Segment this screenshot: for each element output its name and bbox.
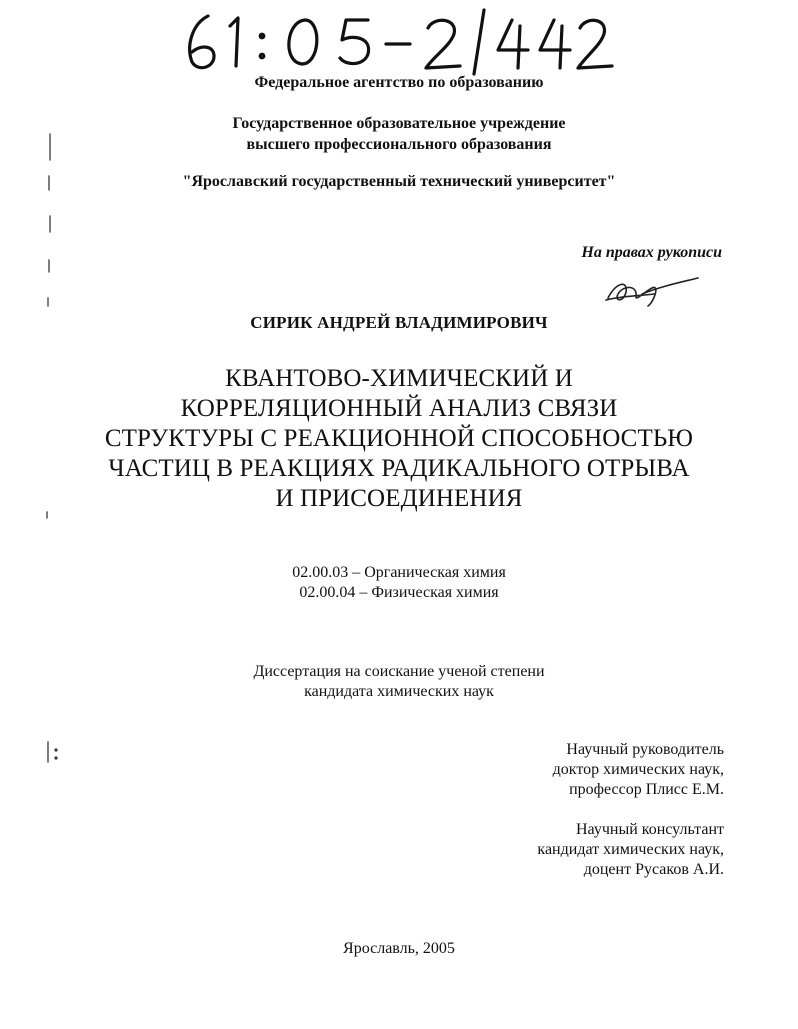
supervisor-block [553,740,724,800]
specialty-2: 02.00.04 – Физическая химия [299,584,499,601]
specialties-block [0,563,798,603]
institution-block [0,113,798,155]
consultant-block [537,820,724,880]
institution-line-2: высшего профессионального образования [246,136,552,153]
supervisor-role: Научный руководитель [566,741,724,758]
dissertation-degree-block [0,662,798,702]
consultant-degree: кандидат химических наук, [537,841,724,858]
rights-label: На правах рукописи [581,244,722,261]
university-name: "Ярославский государственный технический университет" [182,173,616,190]
author-name: СИРИК АНДРЕЙ ВЛАДИМИРОВИЧ [250,313,548,332]
supervisor-degree: доктор химических наук, [552,761,724,778]
title-line-2: КОРРЕЛЯЦИОННЫЙ АНАЛИЗ СВЯЗИ [180,395,618,422]
scan-marks-drawing [40,120,64,780]
title-line-3: СТРУКТУРЫ С РЕАКЦИОННОЙ СПОСОБНОСТЬЮ [104,425,694,452]
handwritten-archive-number [178,6,618,76]
city-year: Ярославль, 2005 [343,940,455,957]
supervisor-name: профессор Плисс Е.М. [569,781,724,798]
signature-drawing [602,272,702,308]
institution-line-1: Государственное образовательное учреждение [232,115,566,132]
handwritten-number-drawing [178,6,618,76]
specialty-1: 02.00.03 – Органическая химия [292,564,506,581]
dissertation-line-1: Диссертация на соискание ученой степени [253,663,545,680]
consultant-name: доцент Русаков А.И. [583,861,724,878]
scan-margin-marks [40,120,64,780]
consultant-role: Научный консультант [576,821,724,838]
agency-name: Федеральное агентство по образованию [254,74,544,91]
dissertation-line-2: кандидата химических наук [304,683,494,700]
dissertation-title [0,364,798,514]
title-line-4: ЧАСТИЦ В РЕАКЦИЯХ РАДИКАЛЬНОГО ОТРЫВА [108,455,690,482]
signature-mark [602,272,702,308]
title-line-5: И ПРИСОЕДИНЕНИЯ [275,485,523,512]
title-line-1: КВАНТОВО-ХИМИЧЕСКИЙ И [225,365,573,392]
